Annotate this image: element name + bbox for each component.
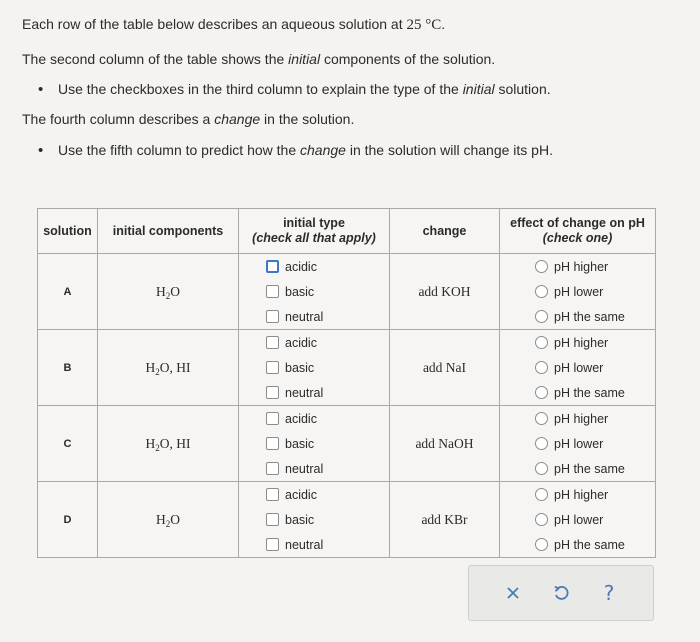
- close-icon: [505, 585, 521, 601]
- header-effect: effect of change on pH (check one): [500, 209, 656, 254]
- option-label: pH the same: [554, 385, 625, 400]
- radio-button[interactable]: [535, 462, 548, 475]
- checkbox[interactable]: [266, 488, 279, 501]
- option-label: neutral: [285, 309, 324, 324]
- intro-bullet-1: • Use the checkboxes in the third column to explain the type of the initial solution.: [38, 81, 551, 98]
- help-icon: ?: [603, 581, 615, 605]
- effect-option-pH-the-same[interactable]: [500, 304, 655, 329]
- option-label: pH the same: [554, 309, 625, 324]
- undo-button[interactable]: [546, 578, 576, 608]
- header-change: change: [390, 209, 500, 254]
- type-option-neutral[interactable]: [239, 380, 389, 405]
- effect-option-pH-higher[interactable]: [500, 330, 655, 355]
- option-label: pH lower: [554, 512, 604, 527]
- help-button[interactable]: [594, 578, 624, 608]
- header-components: initial components: [98, 209, 239, 254]
- change-description: add NaOH: [390, 406, 500, 482]
- option-label: pH lower: [554, 360, 604, 375]
- effect-option-pH-the-same[interactable]: [500, 532, 655, 557]
- effect-option-pH-the-same[interactable]: [500, 456, 655, 481]
- option-label: pH the same: [554, 537, 625, 552]
- initial-components: $H_2O$: [98, 254, 239, 330]
- option-label: pH lower: [554, 436, 604, 451]
- table-header-row: [38, 209, 656, 254]
- initial-type-options: [239, 330, 390, 406]
- effect-option-pH-higher[interactable]: [500, 482, 655, 507]
- intro-line-1: Each row of the table below describes an aqueous solution at 25 °C.: [22, 16, 446, 33]
- radio-button[interactable]: [535, 336, 548, 349]
- option-label: basic: [285, 436, 315, 451]
- checkbox[interactable]: [266, 285, 279, 298]
- option-label: acidic: [285, 487, 317, 502]
- checkbox[interactable]: [266, 513, 279, 526]
- option-label: basic: [285, 284, 315, 299]
- intro-line-3: The fourth column describes a change in the solution.: [22, 111, 355, 127]
- option-label: pH lower: [554, 284, 604, 299]
- table-row: [38, 406, 656, 482]
- type-option-basic[interactable]: [239, 431, 389, 456]
- solution-label: D: [38, 482, 98, 558]
- type-option-acidic[interactable]: [239, 406, 389, 431]
- checkbox[interactable]: [266, 361, 279, 374]
- initial-type-options: [239, 254, 390, 330]
- solution-label: B: [38, 330, 98, 406]
- option-label: pH the same: [554, 461, 625, 476]
- radio-button[interactable]: [535, 437, 548, 450]
- checkbox[interactable]: [266, 260, 279, 273]
- checkbox[interactable]: [266, 462, 279, 475]
- bullet-icon: •: [38, 142, 44, 159]
- radio-button[interactable]: [535, 310, 548, 323]
- radio-button[interactable]: [535, 386, 548, 399]
- type-option-neutral[interactable]: [239, 532, 389, 557]
- clear-button[interactable]: [498, 578, 528, 608]
- change-description: add KOH: [390, 254, 500, 330]
- effect-options: [500, 330, 656, 406]
- type-option-acidic[interactable]: [239, 330, 389, 355]
- initial-components: $H_2O$, HI: [98, 330, 239, 406]
- option-label: neutral: [285, 461, 324, 476]
- option-label: acidic: [285, 335, 317, 350]
- change-description: add NaI: [390, 330, 500, 406]
- radio-button[interactable]: [535, 260, 548, 273]
- effect-options: [500, 254, 656, 330]
- option-label: basic: [285, 360, 315, 375]
- table-row: [38, 330, 656, 406]
- option-label: pH higher: [554, 411, 609, 426]
- option-label: pH higher: [554, 487, 609, 502]
- option-label: pH higher: [554, 259, 609, 274]
- effect-option-pH-lower[interactable]: [500, 507, 655, 532]
- option-label: pH higher: [554, 335, 609, 350]
- checkbox[interactable]: [266, 412, 279, 425]
- option-label: neutral: [285, 385, 324, 400]
- change-description: add KBr: [390, 482, 500, 558]
- radio-button[interactable]: [535, 285, 548, 298]
- type-option-basic[interactable]: [239, 507, 389, 532]
- initial-components: $H_2O$: [98, 482, 239, 558]
- undo-icon: [552, 584, 570, 602]
- radio-button[interactable]: [535, 538, 548, 551]
- solution-label: C: [38, 406, 98, 482]
- option-label: acidic: [285, 259, 317, 274]
- solution-label: A: [38, 254, 98, 330]
- option-label: acidic: [285, 411, 317, 426]
- intro-line-2: The second column of the table shows the initial components of the solution.: [22, 51, 496, 67]
- radio-button[interactable]: [535, 513, 548, 526]
- effect-option-pH-lower[interactable]: [500, 431, 655, 456]
- type-option-acidic[interactable]: [239, 254, 389, 279]
- radio-button[interactable]: [535, 361, 548, 374]
- intro-bullet-2: • Use the fifth column to predict how the change in the solution will change its pH.: [38, 142, 553, 159]
- effect-option-pH-higher[interactable]: [500, 406, 655, 431]
- header-initial-type: initial type (check all that apply): [239, 209, 390, 254]
- radio-button[interactable]: [535, 488, 548, 501]
- checkbox[interactable]: [266, 538, 279, 551]
- radio-button[interactable]: [535, 412, 548, 425]
- effect-options: [500, 482, 656, 558]
- answer-toolbar: [468, 565, 654, 621]
- initial-type-options: [239, 406, 390, 482]
- checkbox[interactable]: [266, 310, 279, 323]
- option-label: basic: [285, 512, 315, 527]
- initial-type-options: [239, 482, 390, 558]
- type-option-basic[interactable]: [239, 355, 389, 380]
- solutions-table: [37, 208, 656, 558]
- type-option-neutral[interactable]: [239, 304, 389, 329]
- header-solution: solution: [38, 209, 98, 254]
- checkbox[interactable]: [266, 386, 279, 399]
- checkbox[interactable]: [266, 437, 279, 450]
- effect-options: [500, 406, 656, 482]
- checkbox[interactable]: [266, 336, 279, 349]
- type-option-basic[interactable]: [239, 279, 389, 304]
- effect-option-pH-the-same[interactable]: [500, 380, 655, 405]
- option-label: neutral: [285, 537, 324, 552]
- type-option-acidic[interactable]: [239, 482, 389, 507]
- table-row: [38, 482, 656, 558]
- initial-components: $H_2O$, HI: [98, 406, 239, 482]
- effect-option-pH-higher[interactable]: [500, 254, 655, 279]
- type-option-neutral[interactable]: [239, 456, 389, 481]
- bullet-icon: •: [38, 81, 44, 98]
- effect-option-pH-lower[interactable]: [500, 355, 655, 380]
- effect-option-pH-lower[interactable]: [500, 279, 655, 304]
- table-row: [38, 254, 656, 330]
